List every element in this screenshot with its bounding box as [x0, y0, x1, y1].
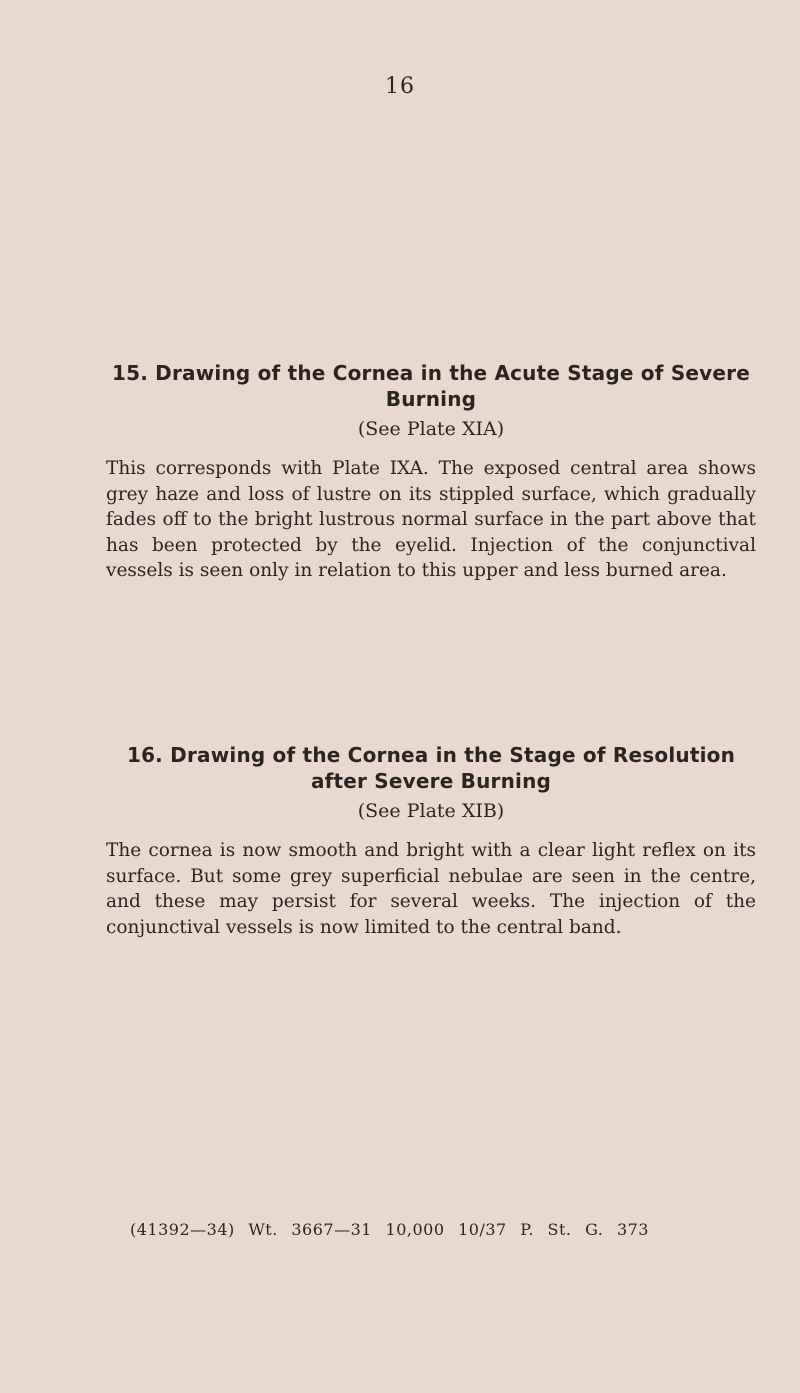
section-heading: 15. Drawing of the Cornea in the Acute Stage of Severe Burning — [111, 361, 751, 411]
section-body: The cornea is now smooth and bright with a clear light reflex on its surface. But some grey superficial nebulae are seen in the centre, and these may persist for several weeks. The injection of the conjunctival vessels is now limited to the central band. — [106, 840, 756, 938]
plate-reference: (See Plate XIA) — [357, 418, 505, 440]
section-16 — [106, 742, 756, 940]
section-body: This corresponds with Plate IXA. The exposed central area shows grey haze and loss of lustre on its stippled surface, which gradually fades off to the bright lustrous normal surface in the part above that has been protected by the eyelid. Injection of the conjunctival vessels is seen only in relation to this upper and less burned area. — [106, 458, 756, 581]
printer-imprint: (41392—34) Wt. 3667—31 10,000 10/37 P. St. G. 373 — [130, 1220, 649, 1239]
page-number: 16 — [385, 74, 415, 99]
section-heading: 16. Drawing of the Cornea in the Stage of Resolution after Severe Burning — [126, 743, 736, 793]
section-15 — [106, 360, 756, 584]
plate-reference: (See Plate XIB) — [357, 800, 505, 822]
